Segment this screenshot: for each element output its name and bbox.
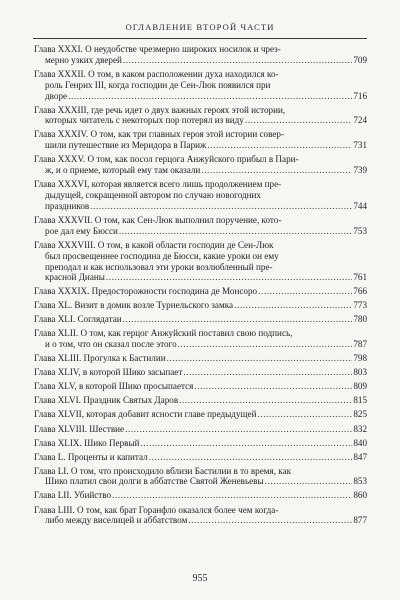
dot-leader xyxy=(265,476,353,487)
toc-entry-text: Глава XLIII. Прогулка к Бастилии xyxy=(34,353,166,364)
toc-entry xyxy=(34,466,367,488)
dot-leader xyxy=(234,300,352,311)
toc-entry-line: Глава XXXII. О том, в каком расположении духа находился ко- xyxy=(34,68,279,79)
toc-page-number: 731 xyxy=(353,140,367,151)
toc-entry-text: Глава XLVIII. Шествие xyxy=(34,423,125,434)
toc-entry xyxy=(34,154,367,176)
dot-leader xyxy=(194,381,352,392)
toc-entry-last-line xyxy=(34,367,367,378)
dot-leader xyxy=(112,490,352,501)
toc-entry xyxy=(34,353,367,364)
toc-entry xyxy=(34,69,367,102)
toc-entry-line: Глава XXXVII. О том, как Сен-Люк выполнил поручение, кото- xyxy=(34,214,282,225)
dot-leader xyxy=(119,226,352,237)
toc-entry-last-line xyxy=(34,476,367,487)
toc-entry-text: и о том, что он сказал после этого xyxy=(45,339,177,350)
toc-entry-text: рое дал ему Бюсси xyxy=(45,225,118,236)
toc-page-number: 716 xyxy=(353,90,367,101)
toc-entry-line: Глава LI. О том, что происходило вблизи Бастилии в то время, как xyxy=(34,465,292,476)
toc-page-number: 840 xyxy=(353,437,367,448)
toc-page-number: 853 xyxy=(353,476,367,487)
toc-entry-line: Глава XXXI. О неудобстве чрезмерно широких носилок и чрез- xyxy=(34,44,281,54)
toc-entry-text: Глава LII. Убийство xyxy=(34,490,112,501)
toc-entry-text: Глава XLIX. Шико Первый xyxy=(34,437,140,448)
toc-entry-line: Глава XXXVIII. О том, в какой области господин де Сен-Люк xyxy=(34,239,274,250)
toc-entry xyxy=(34,424,367,435)
toc-entry-last-line xyxy=(34,395,367,406)
toc-entry-line: Глава XXXIV. О том, как три главных героя этой истории совер- xyxy=(34,129,284,140)
toc-entry xyxy=(34,314,367,325)
toc-entry-line: был просвещеннее господина де Бюсси, какие уроки он ему xyxy=(45,250,279,261)
dot-leader xyxy=(123,55,352,66)
toc-entry-text: шили путешествие из Меридора в Париж xyxy=(45,140,207,151)
toc-entry xyxy=(34,409,367,420)
toc-entry-text: Глава XLVII, которая добавит ясности главе предыдущей xyxy=(34,409,257,420)
dot-leader xyxy=(149,452,353,463)
toc-page-number: 815 xyxy=(353,395,367,406)
toc-entry-line: дыдущей, сокращенной автором по случаю новогодних xyxy=(45,190,261,201)
toc-page-number: 798 xyxy=(353,353,367,364)
toc-entry-last-line xyxy=(34,424,367,435)
toc-page-number: 766 xyxy=(353,286,367,297)
toc-entry-last-line xyxy=(34,438,367,449)
toc-entry xyxy=(34,300,367,311)
toc-entry xyxy=(34,129,367,151)
toc-page-number: 780 xyxy=(353,314,367,325)
dot-leader xyxy=(106,272,352,283)
toc-entry-text: мерно узких дверей xyxy=(45,54,122,65)
toc-entry-text: Глава L. Проценты и капитал xyxy=(34,451,148,462)
toc-entry-text: которых читатель с некоторых пор потерял из виду xyxy=(45,115,244,126)
toc-entry-last-line xyxy=(34,339,367,350)
dot-leader xyxy=(68,91,352,102)
toc-entry-last-line xyxy=(34,115,367,126)
toc-page-number: 847 xyxy=(353,451,367,462)
page-number: 955 xyxy=(192,573,208,584)
toc-entry-text: Глава XLI. Соглядатаи xyxy=(34,314,122,325)
toc-page-number: 803 xyxy=(353,367,367,378)
toc-entry xyxy=(34,215,367,237)
toc-page-number: 739 xyxy=(353,165,367,176)
toc-entry-last-line xyxy=(34,201,367,212)
toc-page-number: 832 xyxy=(353,423,367,434)
toc-page-number: 825 xyxy=(353,409,367,420)
toc-entry-text: праздников xyxy=(45,200,90,211)
toc-entry-last-line xyxy=(34,490,367,501)
toc-entry-line: Глава XXXVI, которая является всего лишь продолжением пре- xyxy=(34,179,282,190)
toc-entry-last-line xyxy=(34,55,367,66)
page-header-title: ОГЛАВЛЕНИЕ ВТОРОЙ ЧАСТИ xyxy=(125,22,275,32)
toc-entry xyxy=(34,452,367,463)
toc-page-number: 709 xyxy=(353,54,367,65)
toc-entry xyxy=(34,328,367,350)
toc-entry-text: ж, и о приеме, который ему там оказали xyxy=(45,165,201,176)
toc-page-number: 877 xyxy=(353,515,367,526)
toc-entry xyxy=(34,367,367,378)
dot-leader xyxy=(123,314,353,325)
toc-entry-last-line xyxy=(34,272,367,283)
toc-entry-last-line xyxy=(34,409,367,420)
toc-page-number: 761 xyxy=(353,272,367,283)
toc-entry xyxy=(34,240,367,283)
toc-entry-last-line xyxy=(34,381,367,392)
toc-entry-last-line xyxy=(34,226,367,237)
toc-entry-line: Глава XLII. О том, как герцог Анжуйский поставил свою подпись, xyxy=(34,328,293,339)
toc-page-number: 809 xyxy=(353,381,367,392)
dot-leader xyxy=(207,140,352,151)
toc-entry-last-line xyxy=(34,452,367,463)
dot-leader xyxy=(167,353,353,364)
toc-entry-last-line xyxy=(34,165,367,176)
toc-entry-text: красной Дианы xyxy=(45,272,105,283)
toc-entry xyxy=(34,44,367,66)
toc-entry-text: Глава XXXIX. Предосторожности господина де Монсоро xyxy=(34,286,258,297)
dot-leader xyxy=(179,395,352,406)
dot-leader xyxy=(201,165,352,176)
toc-page-number: 787 xyxy=(353,339,367,350)
toc-entry-text: Глава XLIV, в которой Шико засыпает xyxy=(34,367,183,378)
table-of-contents xyxy=(34,44,367,526)
toc-entry xyxy=(34,490,367,501)
toc-entry-last-line xyxy=(34,515,367,526)
toc-entry-text: Глава XLVI. Праздник Святых Даров xyxy=(34,395,179,406)
dot-leader xyxy=(90,201,352,212)
toc-entry-text: Глава XLV, в которой Шико просыпается xyxy=(34,381,194,392)
toc-entry-last-line xyxy=(34,286,367,297)
toc-entry-text: либо между виселицей и аббатством xyxy=(45,515,188,526)
toc-entry xyxy=(34,286,367,297)
toc-page-number: 744 xyxy=(353,200,367,211)
toc-entry xyxy=(34,438,367,449)
toc-entry-line: преподал и как использовал эти уроки возлюбленный пре- xyxy=(45,261,273,272)
toc-page-number: 773 xyxy=(353,300,367,311)
toc-page-number: 753 xyxy=(353,225,367,236)
toc-entry-text: Шико платил свои долги в аббатстве Святой Женевьевы xyxy=(45,476,264,487)
dot-leader xyxy=(141,438,353,449)
toc-entry-last-line xyxy=(34,300,367,311)
toc-entry xyxy=(34,381,367,392)
toc-entry-line: Глава XXXIII, где речь идет о двух важных героях этой истории, xyxy=(34,104,286,115)
header-rule xyxy=(33,38,367,39)
toc-entry xyxy=(34,505,367,527)
toc-entry-last-line xyxy=(34,353,367,364)
toc-entry-line: Глава LIII. О том, как брат Горанфло оказался более чем когда- xyxy=(34,504,279,515)
toc-entry-line: роль Генрих III, когда господин де Сен-Люк появился при xyxy=(45,79,271,90)
toc-entry-last-line xyxy=(34,140,367,151)
toc-entry-text: Глава XL. Визит в домик возле Турнельского замка xyxy=(34,300,234,311)
dot-leader xyxy=(257,409,352,420)
toc-entry-text: дворе xyxy=(45,90,68,101)
toc-entry xyxy=(34,105,367,127)
toc-page-number: 724 xyxy=(353,115,367,126)
dot-leader xyxy=(258,286,352,297)
dot-leader xyxy=(188,515,352,526)
toc-page-number: 860 xyxy=(353,490,367,501)
toc-entry-last-line xyxy=(34,314,367,325)
toc-entry-last-line xyxy=(34,91,367,102)
toc-entry-line: Глава XXXV. О том, как посол герцога Анжуйского прибыл в Пари- xyxy=(34,154,299,165)
toc-entry xyxy=(34,179,367,212)
dot-leader xyxy=(125,424,352,435)
dot-leader xyxy=(183,367,352,378)
dot-leader xyxy=(245,115,352,126)
toc-entry xyxy=(34,395,367,406)
dot-leader xyxy=(178,339,353,350)
